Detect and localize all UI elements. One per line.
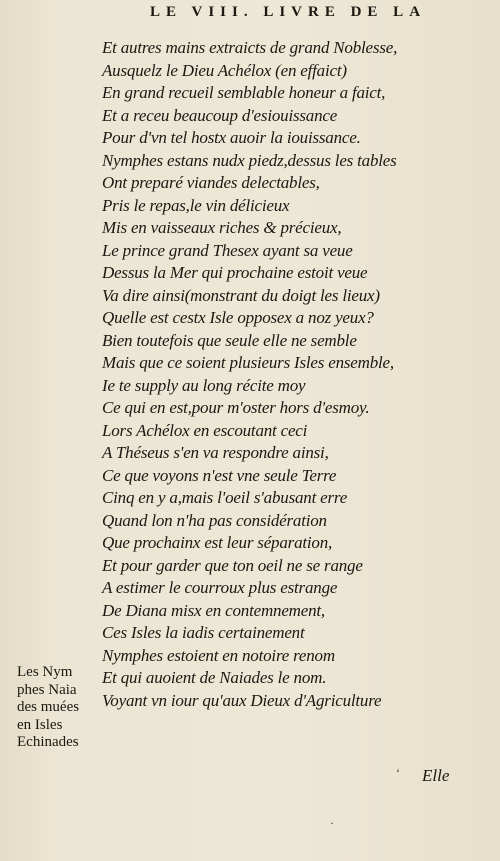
verse-line: Ie te supply au long récite moy (102, 375, 306, 395)
margin-note-line: en Isles (17, 716, 63, 733)
verse-line: En grand recueil semblable honeur a faict, (102, 83, 386, 102)
ink-speck: ‘ (396, 766, 400, 780)
verse-line: Pris le repas,le vin délicieux (102, 195, 290, 215)
verse-line: Lors Achélox en escoutant ceci (102, 420, 308, 440)
verse-line: Et autres mains extraicts de grand Noblesse, (102, 38, 398, 57)
verse-line: Ce que voyons n'est vne seule Terre (102, 465, 337, 485)
verse-line: A Théseus s'en va respondre ainsi, (102, 443, 329, 462)
verse-line: Nymphes estoient en notoire renom (102, 645, 335, 665)
verse-line: Ont preparé viandes delectables, (102, 173, 320, 192)
margin-note-line: Les Nym (17, 664, 73, 680)
verse-line: Et pour garder que ton oeil ne se range (102, 555, 363, 575)
verse-line: A estimer le courroux plus estrange (102, 578, 338, 597)
ink-speck: · (330, 816, 334, 830)
verse-line: Nymphes estans nudx piedz,dessus les tables (102, 150, 397, 170)
verse-line: Que prochainx est leur séparation, (102, 533, 333, 552)
verse-line: Le prince grand Thesex ayant sa veue (102, 240, 353, 260)
verse-line: Va dire ainsi(monstrant du doigt les lieux) (102, 285, 380, 305)
verse-line: Mais que ce soient plusieurs Isles ensemble, (102, 353, 394, 372)
verse-line: Bien toutefois que seule elle ne semble (102, 330, 357, 350)
verse-line: Quand lon n'ha pas considération (102, 510, 327, 530)
verse-line: Ce qui en est,pour m'oster hors d'esmoy. (102, 398, 370, 417)
margin-note-line: des muées (17, 699, 80, 715)
catchword: Elle (422, 766, 450, 785)
verse-line: Pour d'vn tel hostx auoir la iouissance. (102, 128, 361, 147)
verse-body (102, 37, 482, 712)
verse-line: Et qui auoient de Naiades le nom. (102, 668, 327, 687)
margin-note-line: Echinades (17, 734, 79, 750)
verse-line: Ausquelz le Dieu Achélox (en effaict) (102, 60, 347, 80)
verse-line: Et a receu beaucoup d'esiouissance (102, 105, 338, 125)
verse-line: Cinq en y a,mais l'oeil s'abusant erre (102, 488, 348, 507)
verse-line: Dessus la Mer qui prochaine estoit veue (102, 263, 368, 282)
margin-note-line: phes Naia (17, 681, 77, 698)
verse-line: De Diana misx en contemnement, (102, 600, 325, 620)
running-head: LE VIII. LIVRE DE LA (150, 4, 427, 20)
verse-line: Ces Isles la iadis certainement (102, 623, 305, 642)
verse-line: Voyant vn iour qu'aux Dieux d'Agriculture (102, 690, 382, 710)
margin-note (17, 664, 101, 752)
verse-line: Mis en vaisseaux riches & précieux, (102, 218, 342, 237)
verse-line: Quelle est cestx Isle opposex a noz yeux? (102, 308, 374, 327)
